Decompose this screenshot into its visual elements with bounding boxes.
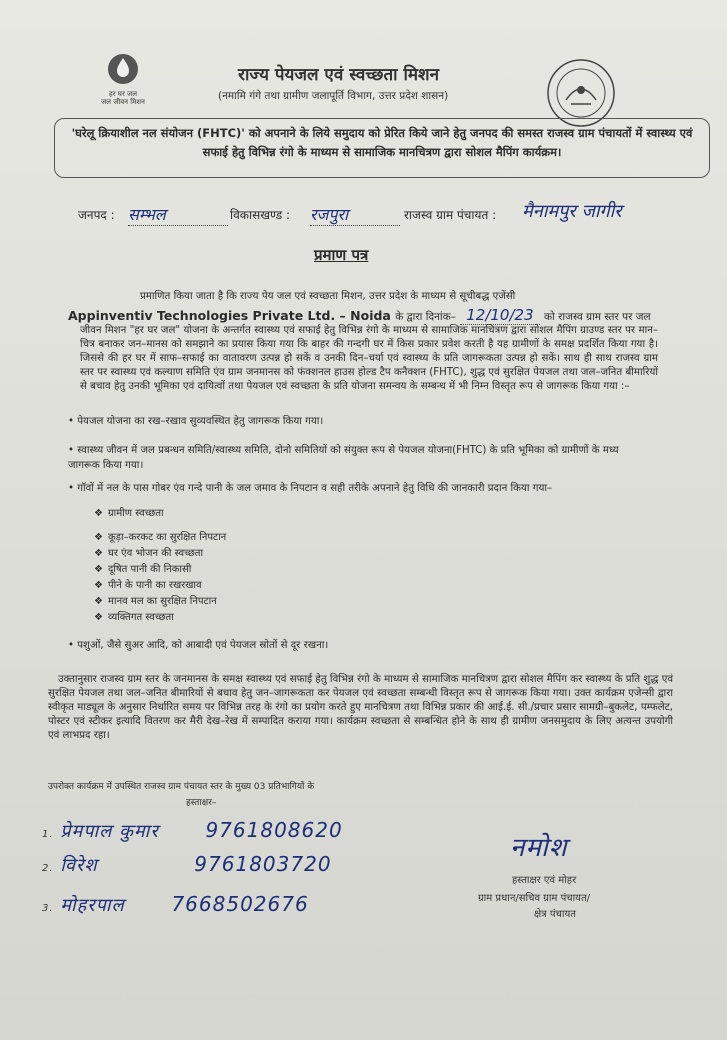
sub-item-5-text: पीने के पानी का रखरखाव [108, 580, 202, 591]
panchayat-value: मैनामपुर जागीर [522, 201, 622, 222]
program-headline: 'घरेलू क्रियाशील नल संयोजन (FHTC)' को अपनाने के लिये समुदाय को प्रेरित किये जाने हेतु जनपद की समस्त राजस्व ग्राम पंचायतों में स्वास्थ्य एवं सफाई हेतु विभिन्न रंगो के माध्यम से सामाजिक मानचित्रण द्वारा सोशल मैपिंग कार्यक्रम। [54, 118, 710, 178]
sub-item-1-text: ग्रामीण स्वच्छता [108, 508, 164, 519]
bullet-1: • पेयजल योजना का रख–रखाव सुव्यवस्थित हेतु जागरूक किया गया। [68, 416, 324, 427]
date-prefix: के द्वारा दिनांक– [395, 311, 456, 323]
water-drop-icon [106, 52, 140, 86]
participant-1-phone: 9761808620 [205, 818, 343, 842]
sub-item-4-text: दूषित पानी की निकासी [108, 564, 192, 575]
bullet-1-text: पेयजल योजना का रख–रखाव सुव्यवस्थित हेतु जागरूक किया गया। [77, 416, 324, 427]
block-value: रजपुरा [310, 203, 400, 226]
sub-item-5: ❖ पीने के पानी का रखरखाव [94, 580, 202, 591]
sub-item-3-text: घर एंव भोजन की स्वच्छता [108, 548, 204, 559]
participant-1-name: प्रेमपाल कुमार [60, 821, 159, 842]
sub-item-2-text: कूड़ा–करकट का सुरक्षित निपटान [108, 532, 227, 543]
paragraph-body: जीवन मिशन "हर घर जल" योजना के अन्तर्गत स्वास्थ्य एवं सफाई हेतु विभिन्न रंगो के माध्यम से सामाजिक मानचित्रण द्वारा सोशल मैपिंग ग्राउण्ड स्तर पर मान–चित्र बनाकर जन–मानस को समझाने का प्रयास किया गया कि बाहर की गन्दगी घर में किस प्रकार प्रवेश करती है यह ग्रामीणों के समक्ष प्रदर्शित किया गया है। जिससे की हर घर में साफ–सफाई का वातावरण उत्पन्न हो सकें व उनकी दिन–चर्या एवं स्वास्थ्य के प्रति जागरूकता उत्पन्न हो सकें। साथ ही साथ राजस्व ग्राम स्तर पर स्वास्थ्य एवं कल्याण समिति एंव ग्राम जनमानस को फंक्शनल हाउस होल्ड टैप कनैक्शन (FHTC), शुद्ध एवं सुरक्षित पेयजल तथा जल–जनित बीमारियों से बचाव हेतु उनकी भूमिका एवं दायित्वों तथा पेयजल एवं स्वच्छता के प्रति योजना समन्वय के सम्बन्ध में भी निम्न विस्तृत रूप से जागरूक किया गया :– [80, 325, 658, 392]
paragraph-summary: उक्तानुसार राजस्व ग्राम स्तर के जनमानस के समक्ष स्वास्थ्य एवं सफाई हेतु विभिन्न रंगो के माध्यम से सामाजिक मानचित्रण द्वारा सोशल मैपिंग कर स्वास्थ्य के प्रति शुद्ध एवं सुरक्षित पेयजल तथा जल–जनित बीमारियों से बचाव हेतु जन–जागरूकता कर पेयजल एवं स्वच्छता सम्बन्धी विस्तृत रूप से जागरूक किया गया। उक्त कार्यक्रम एजेन्सी द्वारा स्वीकृत माड्यूल के अनुसार निर्धारित समय पर विभिन्न तरह के रंगो का प्रयोग करते हुए मानचित्रण तथा विभिन्न प्रकार की आई.ई. सी./प्रचार प्रसार सामग्री–बुकलेट, पम्फलेट, पोस्टर एवं स्टीकर इत्यादि वितरण कर मैरी देख–रेख में सम्पादित कराया गया। कार्यक्रम स्वच्छता से सम्बन्धित होने के साथ ही ग्रामीण जनसमुदाय के लिए अत्यन्त उपयोगी एवं लाभप्रद रहा। [48, 674, 673, 741]
signature-label-1: हस्ताक्षर एवं मोहर [512, 875, 577, 886]
mission-title: राज्य पेयजल एवं स्वच्छता मिशन [238, 65, 440, 85]
date-suffix: को राजस्व ग्राम स्तर पर जल [543, 311, 651, 323]
bullet-4-text: पशुओं, जैसे सुअर आदि, को आबादी एवं पेयजल स्रोतों से दूर रखना। [77, 640, 329, 651]
certificate-title: प्रमाण पत्र [314, 246, 369, 264]
participant-3-phone: 7668502676 [171, 892, 309, 916]
block-label: विकासखण्ड : [230, 208, 291, 222]
participant-3-num: 3. [42, 903, 54, 914]
har-ghar-jal-logo [92, 52, 154, 106]
agency-name: Appinventiv Technologies Private Ltd. – Noida [68, 308, 391, 323]
bullet-4: • पशुओं, जैसे सुअर आदि, को आबादी एवं पेयजल स्रोतों से दूर रखना। [68, 640, 329, 651]
agency-line [68, 306, 651, 324]
panchayat-label: राजस्व ग्राम पंचायत : [404, 208, 497, 222]
sub-item-6-text: मानव मल का सुरक्षित निपटान [108, 596, 217, 607]
participant-3 [42, 892, 309, 917]
department-subtitle: (नमामि गंगे तथा ग्रामीण जलापूर्ति विभाग, उत्तर प्रदेश शासन) [218, 90, 449, 102]
paragraph-intro: प्रमाणित किया जाता है कि राज्य पेय जल एवं स्वच्छता मिशन, उत्तर प्रदेश के माध्यम से सूचीबद्ध एजेंसी [140, 291, 516, 302]
participant-3-name: मोहरपाल [60, 895, 125, 916]
district-value: सम्भल [128, 203, 228, 226]
sub-item-7: ❖ व्यक्तिगत स्वच्छता [94, 612, 174, 623]
authority-signature: नमोश [510, 833, 568, 863]
bullet-2: • स्वास्थ्य जीवन में जल प्रबन्धन समिति/स्वास्थ्य समिति, दोनो समितियों को संयुक्त रूप से पेयजल योजना(FHTC) के प्रति भूमिका को ग्रामीणों के मध्य जागरूक किया गया। [68, 445, 619, 471]
participants-signature-label: हस्ताक्षर– [186, 798, 217, 808]
bullet-3: • गॉवों में नल के पास गोबर एंव गन्दे पानी के जल जमाव के निपटान व सही तरीके अपनाने हेतु विधि की जानकारी प्रदान किया गया– [68, 483, 553, 494]
participant-1-num: 1. [42, 829, 54, 840]
participant-2-name: विरेश [60, 855, 98, 876]
logo-text-1: हर घर जल [109, 90, 137, 98]
participant-2 [42, 852, 332, 877]
participant-2-num: 2. [42, 863, 54, 874]
participants-intro: उपरोक्त कार्यक्रम में उपस्थित राजस्व ग्राम पंचायत स्तर के मुख्य 03 प्रतिभागियों के [48, 782, 315, 792]
sub-item-7-text: व्यक्तिगत स्वच्छता [108, 612, 174, 623]
sub-item-4: ❖ दूषित पानी की निकासी [94, 564, 192, 575]
sub-item-6: ❖ मानव मल का सुरक्षित निपटान [94, 596, 217, 607]
participant-1 [42, 818, 343, 843]
program-date: 12/10/23 [460, 306, 539, 325]
logo-text-2: जल जीवन मिशन [101, 98, 145, 106]
bullet-3-text: गॉवों में नल के पास गोबर एंव गन्दे पानी के जल जमाव के निपटान व सही तरीके अपनाने हेतु विधि की जानकारी प्रदान किया गया– [77, 483, 553, 494]
signature-label-3: क्षेत्र पंचायत [534, 909, 576, 920]
sub-item-1: ❖ ग्रामीण स्वच्छता [94, 508, 164, 519]
bullet-2-text: स्वास्थ्य जीवन में जल प्रबन्धन समिति/स्वास्थ्य समिति, दोनो समितियों को संयुक्त रूप से पेयजल योजना(FHTC) के प्रति भूमिका को ग्रामीणों के मध्य जागरूक किया गया। [68, 445, 619, 471]
district-label: जनपद : [78, 208, 115, 222]
sub-item-3: ❖ घर एंव भोजन की स्वच्छता [94, 548, 204, 559]
participant-2-phone: 9761803720 [194, 852, 332, 876]
sub-item-2: ❖ कूड़ा–करकट का सुरक्षित निपटान [94, 532, 227, 543]
signature-label-2: ग्राम प्रधान/सचिव ग्राम पंचायत/ [478, 893, 591, 904]
